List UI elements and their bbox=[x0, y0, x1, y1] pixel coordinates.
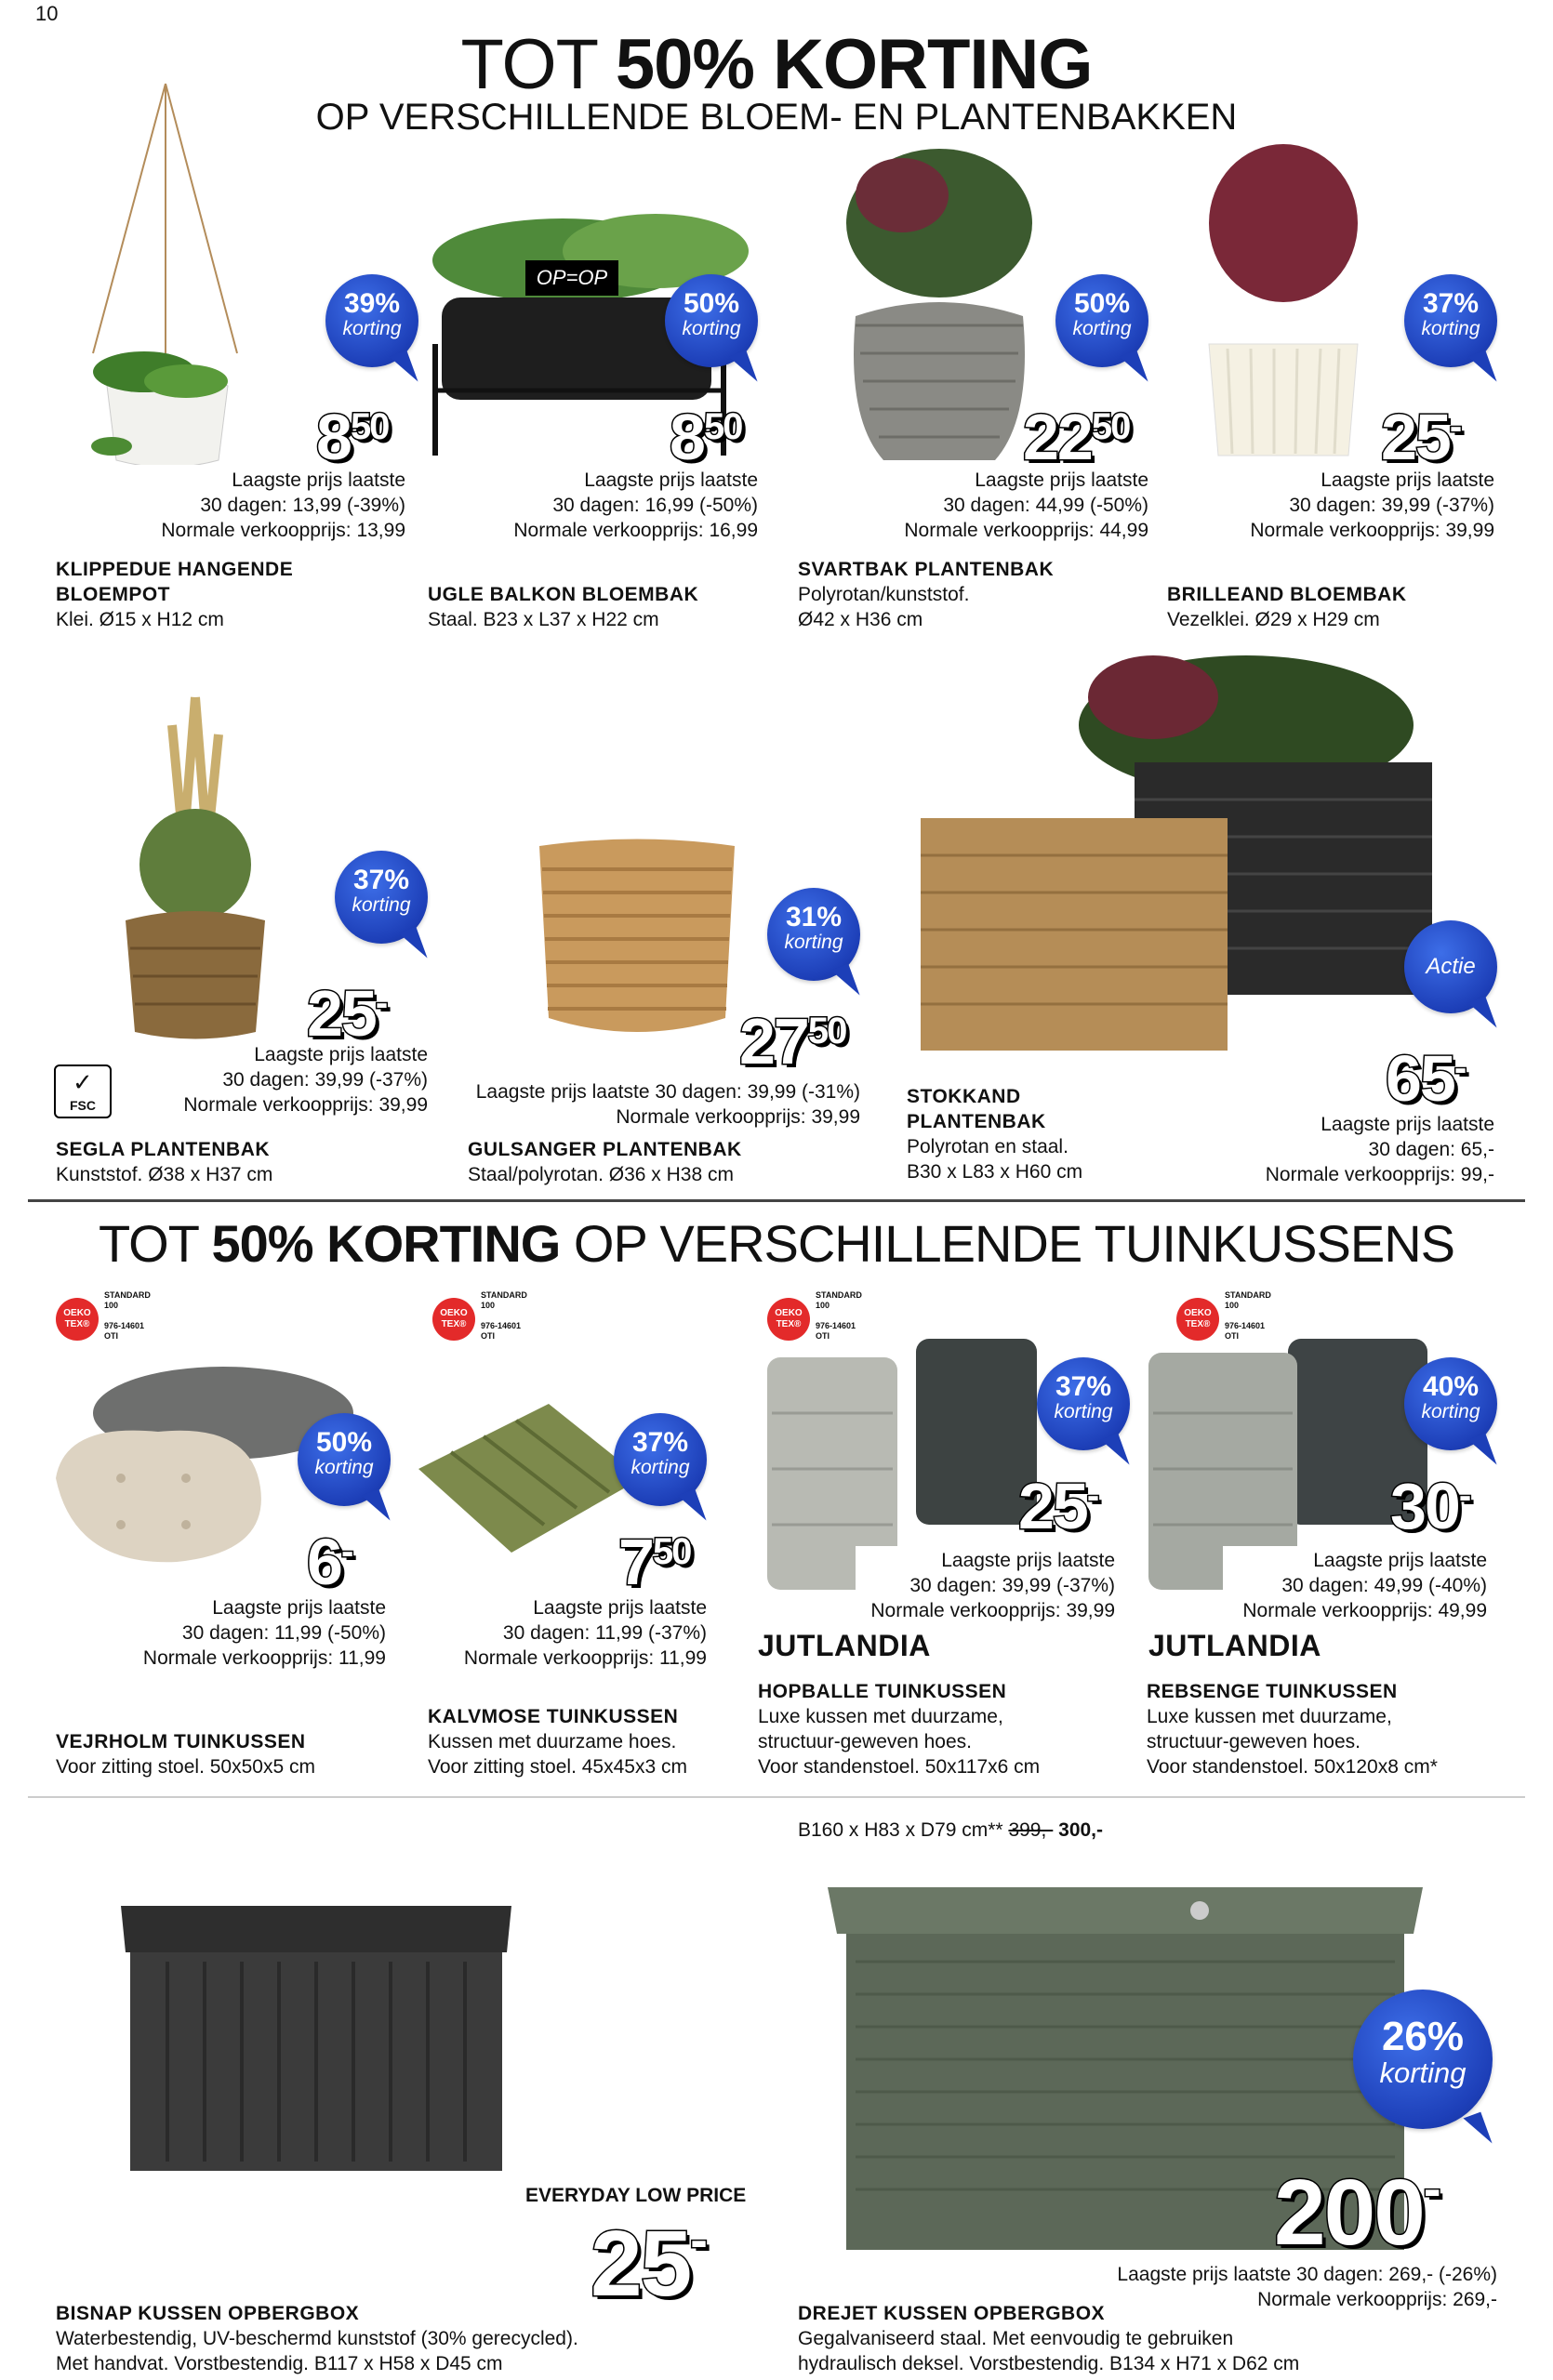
discount-badge: 37% korting bbox=[1404, 274, 1497, 367]
price: $8^{50}$ bbox=[316, 401, 389, 473]
price: $8^{50}$ bbox=[670, 401, 742, 473]
price-info: Laagste prijs laatste 30 dagen: 39,99 (-37%) Normale verkoopprijs: 39,99 bbox=[183, 1044, 428, 1116]
product-image-stokkand bbox=[921, 651, 1460, 1051]
price-info: Laagste prijs laatste 30 dagen: 49,99 (-40%) Normale verkoopprijs: 49,99 bbox=[1223, 1546, 1493, 1625]
discount-badge: 37% korting bbox=[1037, 1357, 1130, 1450]
price: $7^{50}$ bbox=[618, 1526, 691, 1598]
actie-badge: Actie bbox=[1404, 920, 1497, 1013]
product-image-kalvmose bbox=[409, 1395, 651, 1571]
product-image-segla bbox=[116, 688, 274, 1041]
price: 30- bbox=[1390, 1470, 1470, 1542]
product-description: KALVMOSE TUINKUSSEN Kussen met duurzame hoes. Voor zitting stoel. 45x45x3 cm bbox=[428, 1706, 687, 1778]
price-info: Laagste prijs laatste 30 dagen: 39,99 (-37%) Normale verkoopprijs: 39,99 bbox=[1250, 469, 1494, 541]
product-description: SVARTBAK PLANTENBAK Polyrotan/kunststof. Ø42 x H36 cm bbox=[798, 559, 1055, 630]
price-info: Laagste prijs laatste 30 dagen: 65,- Normale verkoopprijs: 99,- bbox=[1265, 1114, 1494, 1185]
oeko-tex-label: OEKO TEX® STANDARD 100 976-14601 OTI bbox=[1176, 1290, 1316, 1346]
fsc-logo: ✓ FSC bbox=[54, 1064, 112, 1118]
product-description: GULSANGER PLANTENBAK Staal/polyrotan. Ø36 x H38 cm bbox=[468, 1139, 742, 1185]
discount-badge: 31% korting bbox=[767, 888, 860, 981]
price-info: Laagste prijs laatste 30 dagen: 11,99 (-50%) Normale verkoopprijs: 11,99 bbox=[142, 1597, 386, 1669]
discount-badge: 39% korting bbox=[325, 274, 418, 367]
price-info: Laagste prijs laatste 30 dagen: 44,99 (-50%) Normale verkoopprijs: 44,99 bbox=[904, 469, 1148, 541]
price: 6- bbox=[307, 1526, 352, 1598]
product-description: VEJRHOLM TUINKUSSEN Voor zitting stoel. 50x50x5 cm bbox=[56, 1731, 315, 1778]
product-image-brilleand bbox=[1190, 139, 1376, 465]
price: 65- bbox=[1386, 1042, 1466, 1115]
price-info: Laagste prijs laatste 30 dagen: 269,- (-26%) Normale verkoopprijs: 269,- bbox=[1117, 2264, 1497, 2310]
price: 25- bbox=[1381, 401, 1461, 473]
price-info: Laagste prijs laatste 30 dagen: 16,99 (-50%) Normale verkoopprijs: 16,99 bbox=[513, 469, 758, 541]
title-bold: 50% KORTING bbox=[615, 25, 1093, 104]
oeko-tex-label: OEKO TEX® STANDARD 100 976-14601 OTI bbox=[56, 1290, 195, 1346]
product-description: BISNAP KUSSEN OPBERGBOX Waterbestendig, UV-beschermd kunststof (30% gerecycled). Met handvat. Vorstbestendig. B117 x H58 x D45 cm bbox=[56, 2303, 578, 2374]
product-description: UGLE BALKON BLOEMBAK Staal. B23 x L37 x H22 cm bbox=[428, 584, 699, 630]
oeko-tex-label: OEKO TEX® STANDARD 100 976-14601 OTI bbox=[767, 1290, 907, 1346]
everyday-low-price-label: EVERYDAY LOW PRICE bbox=[525, 2185, 747, 2206]
page-subtitle: OP VERSCHILLENDE BLOEM- EN PLANTENBAKKEN bbox=[315, 97, 1238, 138]
discount-badge: 40% korting bbox=[1404, 1357, 1497, 1450]
title-pre: TOT bbox=[460, 25, 616, 104]
price: 200- bbox=[1274, 2159, 1440, 2265]
price-info: Laagste prijs laatste 30 dagen: 13,99 (-39%) Normale verkoopprijs: 13,99 bbox=[161, 469, 405, 541]
price: 25- bbox=[307, 977, 387, 1050]
price: 25- bbox=[1018, 1470, 1098, 1542]
discount-badge: 50% korting bbox=[1055, 274, 1148, 367]
section-divider bbox=[28, 1199, 1525, 1202]
product-description: KLIPPEDUE HANGENDE BLOEMPOT Klei. Ø15 x H12 cm bbox=[56, 559, 294, 630]
discount-badge: 37% korting bbox=[614, 1413, 707, 1506]
product-description: STOKKAND PLANTENBAK Polyrotan en staal. B30 x L83 x H60 cm bbox=[907, 1086, 1083, 1183]
op-op-sticker: OP=OP bbox=[525, 260, 618, 296]
oeko-tex-label: OEKO TEX® STANDARD 100 976-14601 OTI bbox=[432, 1290, 572, 1346]
discount-badge: 50% korting bbox=[665, 274, 758, 367]
price: 25- bbox=[591, 2210, 706, 2316]
section-divider bbox=[28, 1796, 1525, 1798]
price-info: Laagste prijs laatste 30 dagen: 39,99 (-31%) Normale verkoopprijs: 39,99 bbox=[475, 1081, 860, 1128]
price: $27^{50}$ bbox=[739, 1005, 846, 1078]
product-description: REBSENGE TUINKUSSEN Luxe kussen met duurzame, structuur-geweven hoes. Voor standenstoel. 50x120x8 cm* bbox=[1147, 1681, 1438, 1778]
product-image-gulsanger bbox=[535, 832, 739, 1046]
discount-badge: 26% korting bbox=[1353, 1990, 1493, 2129]
section-title: TOT 50% KORTING OP VERSCHILLENDE TUINKUSSENS bbox=[98, 1214, 1455, 1273]
brand-jutlandia: JUTLANDIA bbox=[1148, 1629, 1321, 1662]
price: $22^{50}$ bbox=[1023, 401, 1130, 473]
product-description: DREJET KUSSEN OPBERGBOX Gegalvaniseerd staal. Met eenvoudig te gebruiken hydraulisch deksel. Vorstbestendig. B134 x H71 x D62 cm bbox=[798, 2303, 1300, 2374]
product-image-klippedue bbox=[56, 74, 279, 465]
brand-jutlandia: JUTLANDIA bbox=[758, 1629, 931, 1662]
page-number: 10 bbox=[35, 2, 59, 25]
price-info: Laagste prijs laatste 30 dagen: 11,99 (-37%) Normale verkoopprijs: 11,99 bbox=[463, 1597, 707, 1669]
variant-price: B160 x H83 x D79 cm** 399,- 300,- bbox=[798, 1819, 1104, 1841]
product-description: HOPBALLE TUINKUSSEN Luxe kussen met duurzame, structuur-geweven hoes. Voor standenstoel. 50x117x6 cm bbox=[758, 1681, 1041, 1778]
price-info: Laagste prijs laatste 30 dagen: 39,99 (-37%) Normale verkoopprijs: 39,99 bbox=[856, 1546, 1121, 1625]
product-image-bisnap bbox=[112, 1897, 521, 2175]
discount-badge: 50% korting bbox=[298, 1413, 391, 1506]
product-description: BRILLEAND BLOEMBAK Vezelklei. Ø29 x H29 cm bbox=[1167, 584, 1407, 630]
product-description: SEGLA PLANTENBAK Kunststof. Ø38 x H37 cm bbox=[56, 1139, 273, 1185]
discount-badge: 37% korting bbox=[335, 851, 428, 944]
